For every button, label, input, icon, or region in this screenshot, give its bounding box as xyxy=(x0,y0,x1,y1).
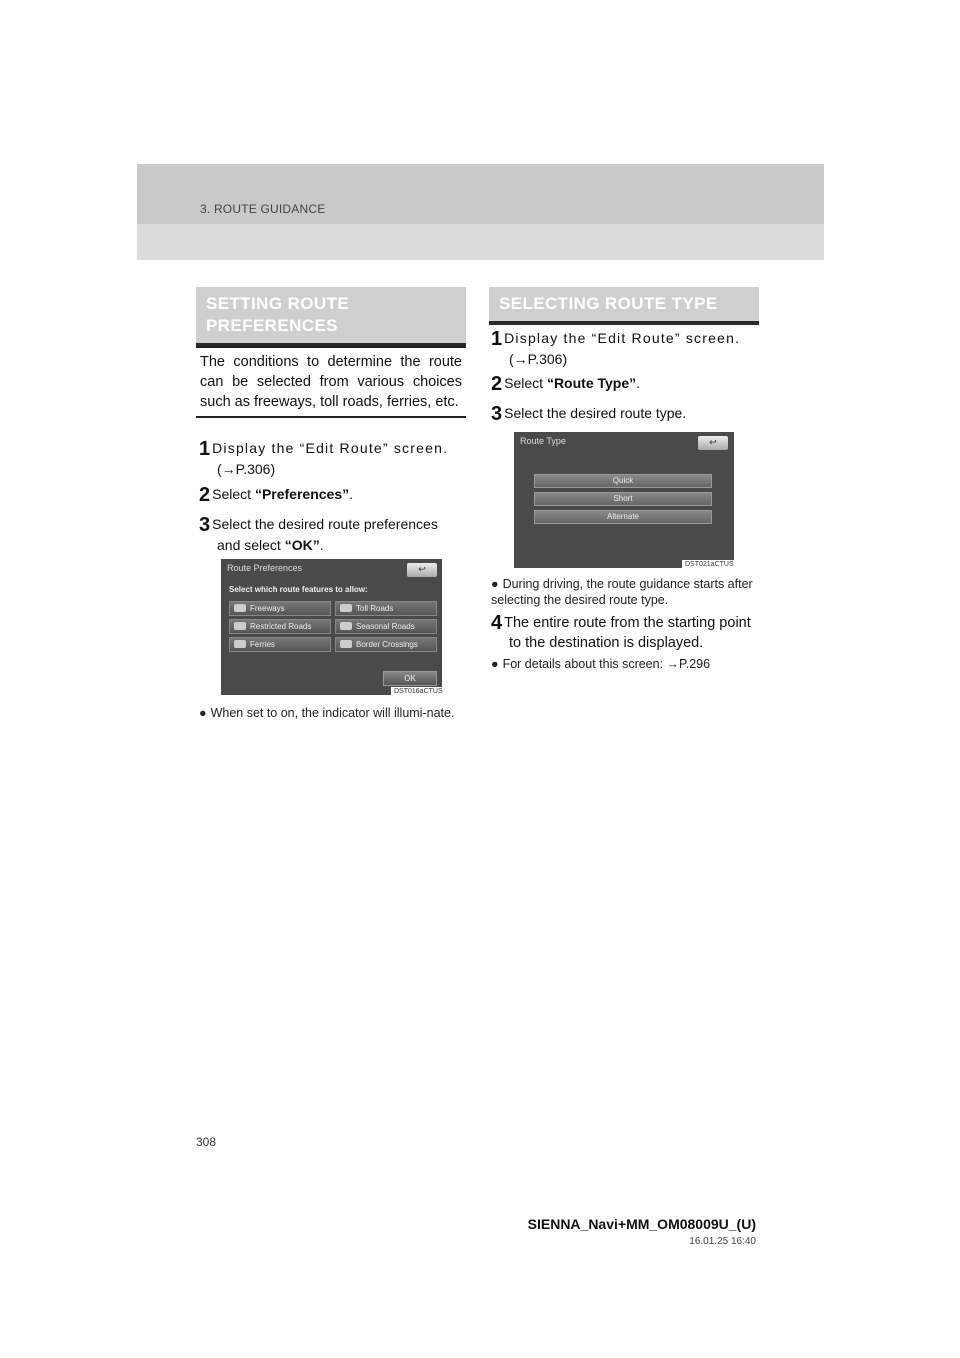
ok-button[interactable]: OK xyxy=(383,671,437,686)
option-restricted-roads[interactable]: Restricted Roads xyxy=(229,619,331,634)
option-alternate[interactable]: Alternate xyxy=(534,510,712,524)
right-step-4: 4 The entire route from the starting point to the destination is displayed. xyxy=(491,612,751,651)
page-number: 308 xyxy=(196,1135,217,1149)
right-step-1: 1 Display the “Edit Route” screen. (→P.306) xyxy=(491,328,741,367)
right-step-3: 3 Select the desired route type. xyxy=(491,403,687,425)
left-note: ● When set to on, the indicator will illumi-nate. xyxy=(199,706,455,720)
left-step-3: 3 Select the desired route preferences and select “OK”. xyxy=(199,514,438,553)
option-short[interactable]: Short xyxy=(534,492,712,506)
image-code: DST021aCTUS xyxy=(682,560,737,569)
option-border-crossings[interactable]: Border Crossings xyxy=(335,637,437,652)
back-button[interactable] xyxy=(407,563,437,577)
back-icon: ↩ xyxy=(709,437,717,447)
ferry-icon xyxy=(234,640,246,648)
route-preferences-screen xyxy=(221,559,442,695)
back-button[interactable] xyxy=(698,436,728,450)
option-seasonal-roads[interactable]: Seasonal Roads xyxy=(335,619,437,634)
route-type-screen xyxy=(514,432,734,568)
section-label: 3. ROUTE GUIDANCE xyxy=(200,202,326,216)
option-freeways[interactable]: Freeways xyxy=(229,601,331,616)
heading-route-type: SELECTING ROUTE TYPE xyxy=(489,287,759,325)
freeway-icon xyxy=(234,604,246,612)
right-note-2: ● For details about this screen: →P.296 xyxy=(491,657,711,671)
border-icon xyxy=(340,640,352,648)
right-note-1: ● During driving, the route guidance starts after selecting the desired route type. xyxy=(491,577,753,607)
screen-title: Route Preferences xyxy=(227,563,303,573)
document-code: SIENNA_Navi+MM_OM08009U_(U) xyxy=(527,1216,756,1232)
option-quick[interactable]: Quick xyxy=(534,474,712,488)
header-subbar xyxy=(137,224,824,260)
screen-subtitle: Select which route features to allow: xyxy=(229,585,368,594)
option-toll-roads[interactable]: Toll Roads xyxy=(335,601,437,616)
left-step-2: 2 Select “Preferences”. xyxy=(199,484,353,506)
seasonal-icon xyxy=(340,622,352,630)
option-ferries[interactable]: Ferries xyxy=(229,637,331,652)
intro-box: The conditions to determine the route can be selected from various choices such as freeways, toll roads, ferries, etc. xyxy=(196,346,466,418)
restricted-icon xyxy=(234,622,246,630)
back-icon: ↩ xyxy=(418,564,426,574)
heading-route-preferences: SETTING ROUTE PREFERENCES xyxy=(196,287,466,347)
toll-icon xyxy=(340,604,352,612)
image-code: DST016aCTUS xyxy=(391,687,446,696)
timestamp: 16.01.25 16:40 xyxy=(689,1236,756,1247)
right-step-2: 2 Select “Route Type”. xyxy=(491,373,641,395)
screen-title: Route Type xyxy=(520,436,566,446)
left-step-1: 1 Display the “Edit Route” screen. (→P.306) xyxy=(199,438,449,477)
